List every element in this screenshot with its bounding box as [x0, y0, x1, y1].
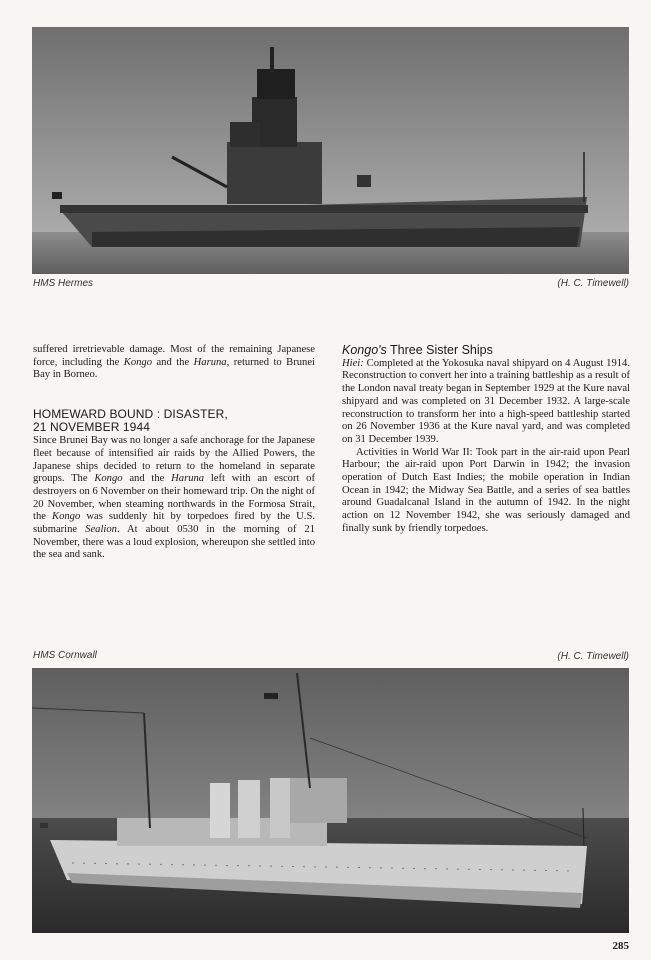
photo-credit-text: (H. C. Timewell): [557, 651, 629, 662]
hiei-label: Hiei:: [342, 357, 364, 369]
photo-hms-hermes: [32, 27, 629, 274]
section-heading-homeward: [33, 408, 315, 434]
photo-credit-cornwall: [557, 651, 629, 662]
photo-credit-hermes: [557, 278, 629, 289]
hiei-paragraph: [342, 358, 630, 447]
left-text-column: [33, 344, 315, 562]
heading-line-1: HOMEWARD BOUND : DISASTER,: [33, 407, 228, 422]
hiei-text: Completed at the Yokosuka naval shipyard on 4 August 1914. Reconstruction to convert her into a training battleship as a result of the London naval treaty began in September 1929 at the Kure naval shipyard and was completed on 31 December 1932. A large-scale reconstruction to transform her into a high-speed battleship started on 26 November 1936 at the Kure naval yard, and was completed on 31 December 1939.: [342, 357, 631, 445]
cruiser-illustration: [32, 668, 629, 933]
right-text-column: [342, 344, 630, 536]
heading-line-2: 21 NOVEMBER 1944: [33, 420, 150, 435]
activities-paragraph: Activities in World War II: Took part in the air-raid upon Pearl Harbour; the air-raid upon Port Darwin in 1942; the invasion operation of Dutch East Indies; the mobile operation in Indian Ocean in 1942; the Midway Sea Battle, and a series of sea battles around Guadalcanal Island in the autumn of 1942. In the night action on 12 November 1942, she was seriously damaged and finally sunk by friendly torpedoes.: [342, 446, 630, 534]
section-heading-sister-ships: [342, 344, 630, 357]
ship-name-hermes: HMS Hermes: [33, 278, 94, 289]
photo-caption-cornwall: [33, 650, 97, 661]
continuation-paragraph: suffered irretrievable damage. Most of the remaining Japanese force, including the Kongo and the Haruna, returned to Brunei Bay in Borneo.: [33, 344, 316, 381]
page-number: 285: [612, 940, 629, 952]
aircraft-carrier-illustration: [32, 27, 629, 274]
homeward-paragraph: Since Brunei Bay was no longer a safe anchorage for the Japanese fleet because of intensified air raids by the Allied Powers, the Japanese ships decided to return to the homeland in separate groups. The Kongo and the Haruna left with an escort of destroyers on 6 November on their homeward trip. On the night of 20 November, when steaming northwards in the Formosa Strait, the Kongo was suddenly hit by torpedoes fired by the U.S. submarine Sealion. At about 0530 in the morning of 21 November, there was a loud explosion, whereupon she settled into the sea and sank.: [33, 435, 316, 561]
heading-italic-part: Kongo's: [342, 343, 387, 357]
heading-rest-part: Three Sister Ships: [386, 343, 493, 357]
photo-hms-cornwall: [32, 668, 629, 933]
ship-name-cornwall: HMS Cornwall: [33, 650, 97, 661]
photo-credit-text: (H. C. Timewell): [557, 278, 629, 289]
photo-caption-hermes: [33, 278, 93, 289]
